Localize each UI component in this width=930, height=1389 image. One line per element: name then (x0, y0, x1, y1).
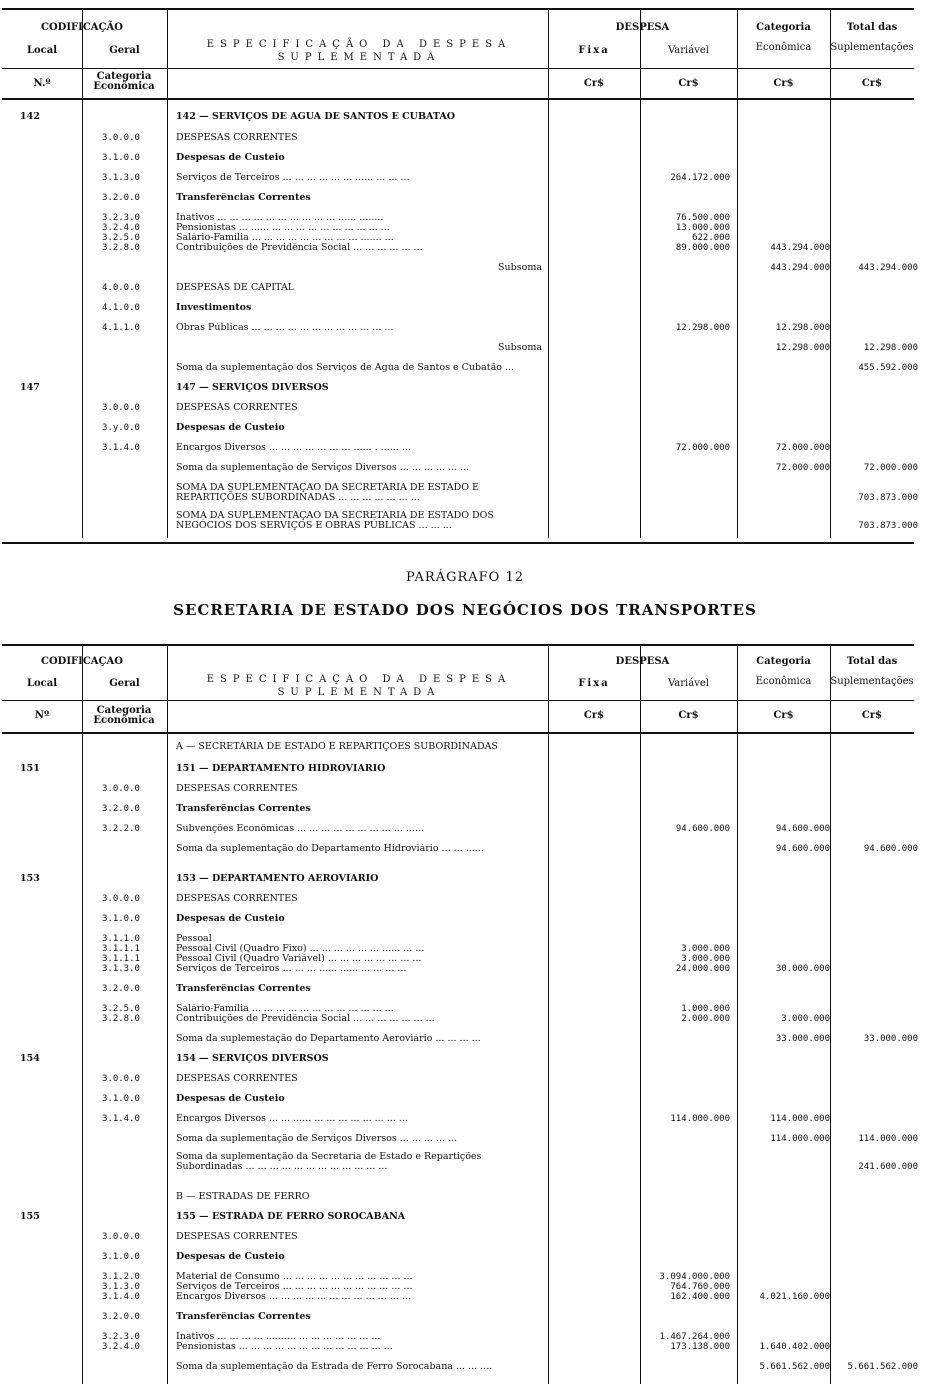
description: Encargos Diversos ... ... ... ... ... ... ... ... ... ... ... ... (176, 1292, 411, 1302)
geral-header: Geral (109, 45, 140, 56)
description: 155 — ESTRADA DE FERRO SOROCABANA (176, 1212, 406, 1222)
description: Soma da suplemestação do Departamento Aeroviário ... ... ... ... (176, 1034, 481, 1044)
description: Serviços de Terceiros ... ... ... ...... ...... ... ... ... ... (176, 964, 407, 974)
description: Transferências Correntes (176, 193, 311, 203)
total-value: 33.000.000 (863, 1034, 918, 1044)
local-code: 142 (20, 111, 40, 122)
description: Soma da suplementação de Serviços Diversos ... ... ... ... ... (176, 1134, 458, 1144)
geral-code: 3.2.0.0 (102, 1312, 140, 1322)
geral-code: 3.1.0.0 (102, 1252, 140, 1262)
categoria-value: 30.000.000 (775, 964, 830, 974)
geral-code: 3.2.8.0 (102, 243, 140, 253)
description: Serviços de Terceiros ... ... ... ... ... ... ... ... ... ... ... (176, 1282, 413, 1292)
geral-code: 3.2.8.0 (102, 1014, 140, 1024)
codificacao-header-2: CODIFICAÇAO (41, 656, 123, 667)
geral-code: 3.1.3.0 (102, 1282, 140, 1292)
description: Inativos ... ... ... ... ... ... ... ... ... ... ...... ........ (176, 213, 384, 223)
description: DESPESAS CORRENTES (176, 784, 298, 794)
categoria-value: 443.294.000 (770, 263, 830, 273)
total-value: 703.873.000 (858, 493, 918, 503)
economica-header: Econômica (755, 42, 812, 53)
geral-code: 3.2.0.0 (102, 984, 140, 994)
categoria-header-2: Categoria (756, 656, 811, 667)
categoria-value: 5.661.562.000 (759, 1362, 830, 1372)
description: Soma da suplementação da Secretaria de Estado e Repartições Subordinadas ... ... ... ... ... ... ... ... ... ... ... ... (176, 1152, 482, 1172)
geral-code: 3.1.0.0 (102, 153, 140, 163)
variavel-header-2: Variável (668, 678, 709, 689)
description: Despesas de Custeio (176, 1094, 285, 1104)
categoria-value: 3.000.000 (781, 1014, 830, 1024)
variavel-value: 76.500.000 (675, 213, 730, 223)
categoria-value: 443.294.000 (770, 243, 830, 253)
codificacao-header: CODIFICAÇÃO (41, 22, 123, 33)
geral-code: 3.1.0.0 (102, 914, 140, 924)
variavel-value: 3.000.000 (681, 944, 730, 954)
description: B — ESTRADAS DE FERRO (176, 1192, 310, 1202)
categoria-economica-header-2: Categoria Econômica (93, 705, 155, 726)
variavel-value: 1.000.000 (681, 1004, 730, 1014)
variavel-value: 2.000.000 (681, 1014, 730, 1024)
description: Subsoma (498, 343, 542, 353)
variavel-header: Variável (668, 45, 709, 56)
geral-code: 3.0.0.0 (102, 894, 140, 904)
description: 147 — SERVIÇOS DIVERSOS (176, 383, 329, 393)
numero-header-2: Nº (34, 710, 50, 721)
geral-code: 3.0.0.0 (102, 1232, 140, 1242)
geral-code: 3.1.3.0 (102, 964, 140, 974)
geral-code: 3.1.3.0 (102, 173, 140, 183)
description: DESPESAS CORRENTES (176, 403, 298, 413)
categoria-value: 94.600.000 (775, 844, 830, 854)
description: Investimentos (176, 303, 252, 313)
total-value: 241.600.000 (858, 1162, 918, 1172)
description: 142 — SERVIÇOS DE AGUA DE SANTOS E CUBATAO (176, 112, 456, 122)
geral-code: 3.2.2.0 (102, 824, 140, 834)
categoria-value: 1.640.402.000 (759, 1342, 830, 1352)
total-das-header: Total das (846, 22, 898, 33)
categoria-value: 94.600.000 (775, 824, 830, 834)
geral-code: 3.2.4.0 (102, 1342, 140, 1352)
variavel-value: 622.000 (692, 233, 730, 243)
description: Pessoal (176, 934, 212, 944)
categoria-value: 72.000.000 (775, 463, 830, 473)
variavel-value: 3.000.000 (681, 954, 730, 964)
geral-code: 3.2.4.0 (102, 223, 140, 233)
variavel-value: 162.400.000 (670, 1292, 730, 1302)
description: 153 — DEPARTAMENTO AEROVIÁRIO (176, 874, 379, 884)
description: Contribuições de Previdência Social ... ... ... ... ... ... ... (176, 1014, 435, 1024)
currency-variavel: Cr$ (678, 78, 699, 89)
description: Despesas de Custeio (176, 1252, 285, 1262)
geral-code: 3.1.4.0 (102, 1292, 140, 1302)
categoria-value: 12.298.000 (775, 323, 830, 333)
geral-code: 3.2.5.0 (102, 1004, 140, 1014)
total-das-header-2: Total das (846, 656, 898, 667)
description: Encargos Diversos ... ... ... ... ... ... ... ...... . ...... ... (176, 443, 411, 453)
total-value: 5.661.562.000 (847, 1362, 918, 1372)
description: Pensionistas ... ... ... ... ... ... ... ... ... ... ... ... ... (176, 1342, 393, 1352)
geral-code: 3.2.0.0 (102, 804, 140, 814)
variavel-value: 114.000.000 (670, 1114, 730, 1124)
total-value: 443.294.000 (858, 263, 918, 273)
description: A — SECRETARIA DE ESTADO E REPARTIÇÕES SUBORDINADAS (176, 742, 498, 752)
categoria-header: Categoria (756, 22, 811, 33)
geral-code: 3.2.5.0 (102, 233, 140, 243)
description: 154 — SERVIÇOS DIVERSOS (176, 1054, 329, 1064)
description: Salário-Família ... ... ... ... ... ... ... ... ... ....... ... (176, 233, 394, 243)
categoria-value: 12.298.000 (775, 343, 830, 353)
geral-code: 3.2.3.0 (102, 1332, 140, 1342)
total-value: 72.000.000 (863, 463, 918, 473)
description: DESPESAS CORRENTES (176, 133, 298, 143)
currency-total-2: Cr$ (861, 710, 883, 721)
geral-code: 3.1.1.1 (102, 954, 140, 964)
description: Soma da suplementação dos Serviços de Agua de Santos e Cubatão ... (176, 363, 515, 373)
despesa-header-2: DESPESA (615, 656, 670, 667)
fixa-header-2: Fixa (578, 678, 610, 689)
variavel-value: 13.000.000 (675, 223, 730, 233)
local-code: 151 (20, 763, 40, 774)
local-header-2: Local (26, 678, 58, 689)
geral-code: 4.1.0.0 (102, 303, 140, 313)
especificacao-header: ESPECIFICAÇÃO DA DESPESA SUPLEMENTADA (206, 39, 512, 63)
variavel-value: 94.600.000 (675, 824, 730, 834)
variavel-value: 264.172.000 (670, 173, 730, 183)
description: Pessoal Civil (Quadro Variável) ... ... ... ... ... ... ... ... (176, 954, 422, 964)
geral-code: 4.1.1.0 (102, 323, 140, 333)
categoria-value: 72.000.000 (775, 443, 830, 453)
currency-categoria: Cr$ (773, 78, 794, 89)
description: Material de Consumo ... ... ... ... ... ... ... ... ... ... ... (176, 1272, 413, 1282)
geral-code: 3.1.2.0 (102, 1272, 140, 1282)
geral-code: 3.1.0.0 (102, 1094, 140, 1104)
description: Despesas de Custeio (176, 153, 285, 163)
description: Pensionistas ... ...... ... ... ... ... ... ... ... ... ... ... (176, 223, 390, 233)
description: Transferências Correntes (176, 984, 311, 994)
fixa-header: Fixa (578, 45, 610, 56)
description: 151 — DEPARTAMENTO HIDROVIÁRIO (176, 764, 386, 774)
description: Soma da suplementação de Serviços Diversos ... ... ... ... ... ... (176, 463, 470, 473)
geral-code: 3.1.1.0 (102, 934, 140, 944)
variavel-value: 12.298.000 (675, 323, 730, 333)
description: Salário-Família ... ... ... ... ... ... ... ... ... ... ... ... (176, 1004, 394, 1014)
description: DESPESAS DE CAPITAL (176, 283, 295, 293)
variavel-value: 764.760.000 (670, 1282, 730, 1292)
variavel-value: 1.467.264.000 (659, 1332, 730, 1342)
description: Transferências Correntes (176, 1312, 311, 1322)
table-2 (2, 644, 918, 1384)
description: Despesas de Custeio (176, 914, 285, 924)
currency-total: Cr$ (861, 78, 883, 89)
numero-header: N.º (33, 78, 51, 89)
categoria-value: 114.000.000 (770, 1114, 830, 1124)
description: Obras Públicas ... ... ... ... ... ... ... ... ... ... ... ... (176, 323, 394, 333)
paragraph-title: PARÁGRAFO 12 (405, 570, 525, 585)
geral-code: 3.y.0.0 (102, 423, 140, 433)
local-header: Local (26, 45, 58, 56)
geral-code: 3.0.0.0 (102, 1074, 140, 1084)
currency-fixa: Cr$ (583, 78, 605, 89)
local-code: 147 (20, 382, 40, 393)
categoria-value: 33.000.000 (775, 1034, 830, 1044)
description: Contribuições de Previdência Social ... ... ... ... ... ... (176, 243, 423, 253)
variavel-value: 89.000.000 (675, 243, 730, 253)
description: Soma da suplementação da Estrada de Ferro Sorocabana ... ... .... (176, 1362, 493, 1372)
description: Soma da suplementação do Departamento Hidroviário ... ... ...... (176, 844, 484, 854)
local-code: 154 (20, 1053, 40, 1064)
geral-code: 3.1.1.1 (102, 944, 140, 954)
local-code: 155 (20, 1211, 40, 1222)
geral-code: 4.0.0.0 (102, 283, 140, 293)
geral-code: 3.1.4.0 (102, 1114, 140, 1124)
description: SOMA DA SUPLEMENTAÇÃO DA SECRETARIA DE ESTADO E REPARTIÇÕES SUBORDINADAS ... ... ... ... ... ... ... (176, 483, 479, 503)
suplementacoes-header-2: Suplementações (830, 676, 914, 687)
especificacao-header-2: ESPECIFICAÇAO DA DESPESA SUPLEMENTADA (206, 674, 512, 698)
description: Despesas de Custeio (176, 423, 285, 433)
categoria-economica-header: Categoria Econômica (93, 71, 155, 92)
description: Inativos ... ... ... ... .......... ... ... ... ... ... ... ... (176, 1332, 381, 1342)
currency-categoria-2: Cr$ (773, 710, 794, 721)
categoria-value: 4.021.160.000 (759, 1292, 830, 1302)
geral-header-2: Geral (109, 678, 140, 689)
description: Pessoal Civil (Quadro Fixo) ... ... ... ... ... ... ...... ... ... (176, 944, 425, 954)
despesa-header: DESPESA (615, 22, 670, 33)
description: DESPESAS CORRENTES (176, 1232, 298, 1242)
currency-fixa-2: Cr$ (583, 710, 605, 721)
total-value: 703.873.000 (858, 521, 918, 531)
geral-code: 3.0.0.0 (102, 133, 140, 143)
variavel-value: 24.000.000 (675, 964, 730, 974)
total-value: 455.592.000 (858, 363, 918, 373)
secretaria-title: SECRETARIA DE ESTADO DOS NEGÓCIOS DOS TRANSPORTES (173, 601, 757, 619)
variavel-value: 3.094.000.000 (659, 1272, 730, 1282)
description: SOMA DA SUPLEMENTAÇÃO DA SECRETARIA DE ESTADO DOS NEGÓCIOS DOS SERVIÇOS E OBRAS PÚBLICAS ... ... ... (176, 511, 494, 531)
geral-code: 3.0.0.0 (102, 784, 140, 794)
currency-variavel-2: Cr$ (678, 710, 699, 721)
suplementacoes-header: Suplementações (830, 42, 914, 53)
description: Subsoma (498, 263, 542, 273)
description: DESPESAS CORRENTES (176, 1074, 298, 1084)
geral-code: 3.2.3.0 (102, 213, 140, 223)
variavel-value: 72.000.000 (675, 443, 730, 453)
geral-code: 3.1.4.0 (102, 443, 140, 453)
description: Serviços de Terceiros ... ... ... ... ... ... ...... ... ... ... (176, 173, 410, 183)
table-1 (2, 8, 918, 548)
total-value: 94.600.000 (863, 844, 918, 854)
geral-code: 3.2.0.0 (102, 193, 140, 203)
total-value: 12.298.000 (863, 343, 918, 353)
variavel-value: 173.138.000 (670, 1342, 730, 1352)
total-value: 114.000.000 (858, 1134, 918, 1144)
description: Subvenções Econômicas ... ... ... ... ... ... ... ... ... ...... (176, 824, 424, 834)
description: DESPESAS CORRENTES (176, 894, 298, 904)
description: Encargos Diversos ... ... ...... ... ... ... ... ... ... ... ... (176, 1114, 408, 1124)
description: Transferências Correntes (176, 804, 311, 814)
geral-code: 3.0.0.0 (102, 403, 140, 413)
local-code: 153 (20, 873, 40, 884)
categoria-value: 114.000.000 (770, 1134, 830, 1144)
economica-header-2: Econômica (755, 676, 812, 687)
